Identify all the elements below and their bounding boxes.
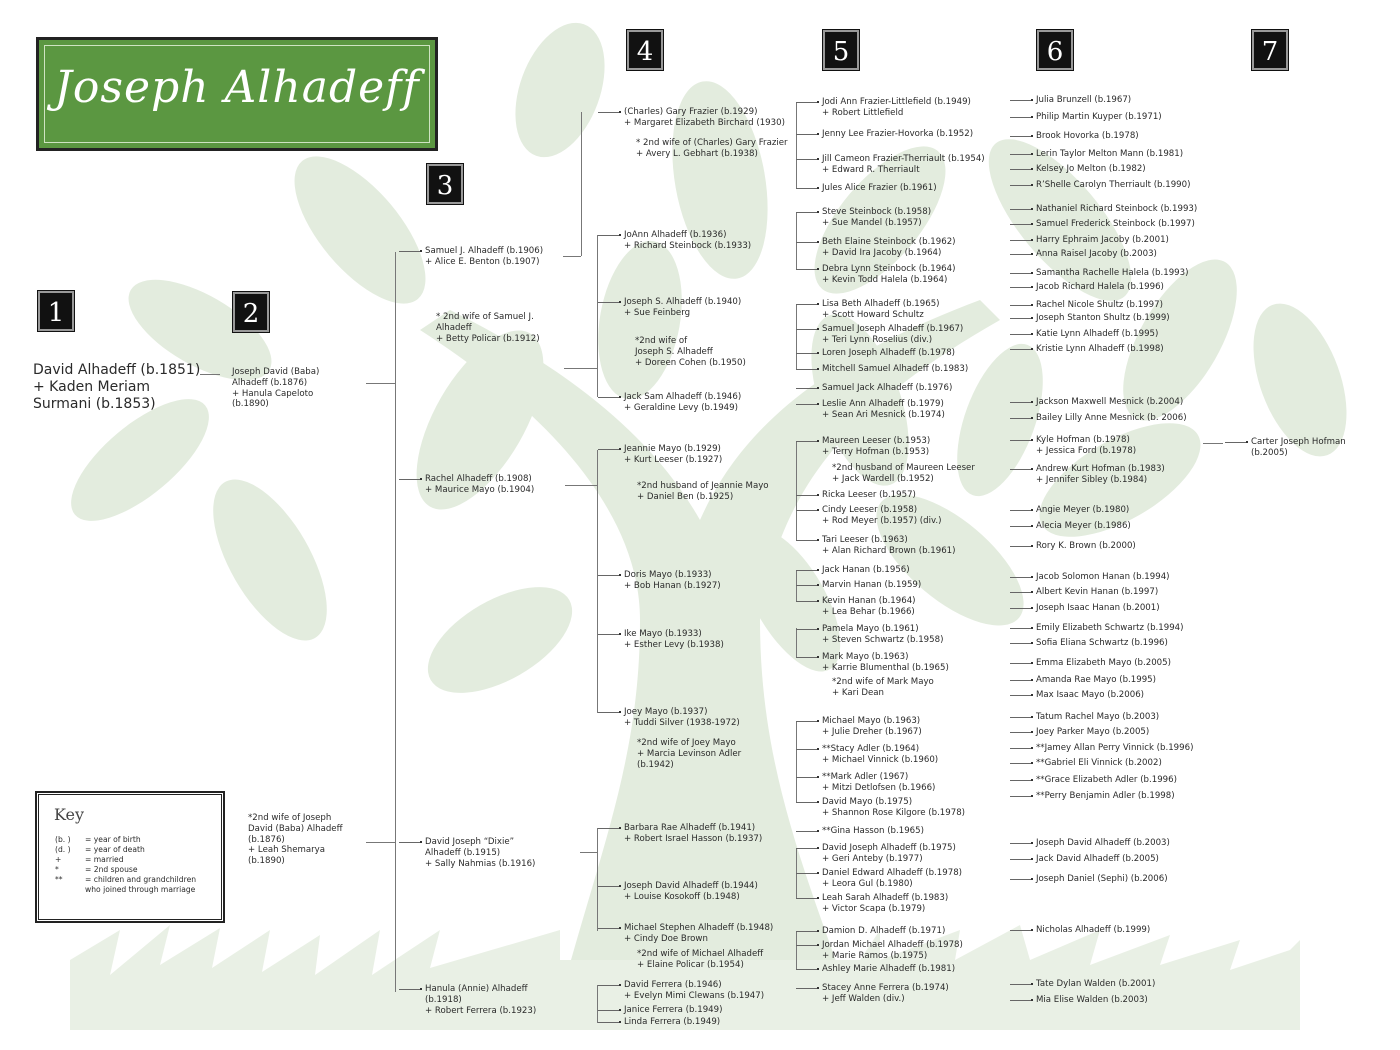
leaf — [658, 74, 781, 287]
legend-key — [36, 792, 224, 922]
gen5-entry: Beth Elaine Steinbock (b.1962) + David Ira Jacoby (b.1964) — [822, 237, 956, 258]
gen4-entry: Michael Stephen Alhadeff (b.1948) + Cindy Doe Brown — [624, 923, 774, 944]
connector — [366, 383, 395, 384]
gen1-couple: David Alhadeff (b.1851) + Kaden Meriam Surmani (b.1853) — [33, 362, 201, 412]
gen6-entry: Joseph Isaac Hanan (b.2001) — [1036, 603, 1160, 613]
key-description: = children and grandchildren — [85, 875, 197, 884]
key-row — [55, 835, 141, 845]
gen6-entry: Joey Parker Mayo (b.2005) — [1036, 727, 1150, 737]
key-symbol: ** — [55, 875, 63, 884]
gen4-entry: David Ferrera (b.1946) + Evelyn Mimi Clewans (b.1947) — [624, 980, 765, 1001]
gen6-entry: Anna Raisel Jacoby (b.2003) — [1036, 249, 1157, 259]
gen5-entry: Kevin Hanan (b.1964) + Lea Behar (b.1966) — [822, 596, 916, 617]
gen5-entry: **Stacy Adler (b.1964) + Michael Vinnick (b.1960) — [822, 744, 939, 765]
gen6-entry: Amanda Rae Mayo (b.1995) — [1036, 675, 1157, 685]
key-description: = year of death — [85, 845, 145, 854]
gen5-entry: Maureen Leeser (b.1953) + Terry Hofman (b.1953) — [822, 436, 931, 457]
generation-1-badge: 1 — [38, 291, 74, 331]
gen4-entry: Joey Mayo (b.1937) + Tuddi Silver (1938-1972) — [624, 707, 740, 728]
gen5-entry: Jill Cameon Frazier-Therriault (b.1954) + Edward R. Therriault — [822, 154, 985, 175]
connector — [597, 235, 598, 397]
gen2-couple: Joseph David (Baba) Alhadeff (b.1876) + Hanula Capeloto (b.1890) — [232, 367, 320, 410]
gen5-entry: Cindy Leeser (b.1958) + Rod Meyer (b.1957) (div.) — [822, 505, 942, 526]
gen5-entry: Ricka Leeser (b.1957) — [822, 490, 916, 500]
gen4-entry: Janice Ferrera (b.1949) — [624, 1005, 723, 1015]
gen6-entry: Max Isaac Mayo (b.2006) — [1036, 690, 1145, 700]
gen6-entry: Kyle Hofman (b.1978) + Jessica Ford (b.1978) — [1036, 435, 1137, 456]
gen6-entry: Angie Meyer (b.1980) — [1036, 505, 1130, 515]
generation-5-badge: 5 — [823, 30, 859, 70]
gen3-entry: Samuel J. Alhadeff (b.1906) + Alice E. Benton (b.1907) — [425, 246, 544, 267]
connector — [796, 721, 797, 802]
key-title: Key — [54, 805, 85, 824]
gen6-entry: Andrew Kurt Hofman (b.1983) + Jennifer Sibley (b.1984) — [1036, 464, 1165, 485]
connector — [597, 450, 598, 713]
gen6-entry: Joseph Daniel (Sephi) (b.2006) — [1036, 874, 1168, 884]
gen6-entry: Joseph David Alhadeff (b.2003) — [1036, 838, 1170, 848]
gen4-note: *2nd wife of Joey Mayo + Marcia Levinson Adler (b.1942) — [637, 738, 742, 770]
gen6-entry: Philip Martin Kuyper (b.1971) — [1036, 112, 1162, 122]
gen6-entry: Emily Elizabeth Schwartz (b.1994) — [1036, 623, 1184, 633]
gen5-entry: Marvin Hanan (b.1959) — [822, 580, 922, 590]
gen5-entry: Lisa Beth Alhadeff (b.1965) + Scott Howard Schultz — [822, 299, 940, 320]
key-row — [55, 845, 145, 855]
key-symbol: * — [55, 865, 59, 874]
gen5-entry: Daniel Edward Alhadeff (b.1978) + Leora Gul (b.1980) — [822, 868, 963, 889]
gen4-note: * 2nd wife of (Charles) Gary Frazier + Avery L. Gebhart (b.1938) — [636, 138, 788, 159]
gen5-entry: Pamela Mayo (b.1961) + Steven Schwartz (b.1958) — [822, 624, 944, 645]
gen5-entry: Stacey Anne Ferrera (b.1974) + Jeff Walden (div.) — [822, 983, 949, 1004]
gen6-entry: Jackson Maxwell Mesnick (b.2004) — [1036, 397, 1184, 407]
connector — [395, 252, 396, 992]
key-description: = year of birth — [85, 835, 141, 844]
gen4-note: *2nd husband of Jeannie Mayo + Daniel Ben (b.1925) — [637, 481, 769, 502]
leaf — [587, 234, 694, 405]
gen6-entry: **Grace Elizabeth Adler (b.1996) — [1036, 775, 1177, 785]
gen6-entry: Jack David Alhadeff (b.2005) — [1036, 854, 1159, 864]
gen4-entry: Barbara Rae Alhadeff (b.1941) + Robert Israel Hasson (b.1937) — [624, 823, 763, 844]
page-title: Joseph Alhadeff — [54, 62, 420, 113]
key-description: = 2nd spouse — [85, 865, 138, 874]
generation-4-badge: 4 — [627, 30, 663, 70]
gen3-note: * 2nd wife of Samuel J. Alhadeff + Betty Policar (b.1912) — [436, 312, 540, 344]
gen5-entry: Mitchell Samuel Alhadeff (b.1983) — [822, 364, 969, 374]
gen5-entry: Loren Joseph Alhadeff (b.1978) — [822, 348, 956, 358]
key-description: who joined through marriage — [85, 885, 196, 894]
connector — [597, 985, 598, 1023]
gen5-entry: Damion D. Alhadeff (b.1971) — [822, 926, 946, 936]
gen2-second-spouse-note: *2nd wife of Joseph David (Baba) Alhadeff (b.1876) + Leah Shemarya (b.1890) — [248, 813, 343, 867]
gen5-entry: **Mark Adler (1967) + Mitzi Detlofsen (b.1966) — [822, 772, 936, 793]
gen5-entry: Jules Alice Frazier (b.1961) — [822, 183, 937, 193]
gen5-note: *2nd husband of Maureen Leeser + Jack Wardell (b.1952) — [832, 463, 975, 484]
key-row — [55, 865, 138, 875]
leaf — [272, 135, 449, 324]
gen6-entry: Jacob Solomon Hanan (b.1994) — [1036, 572, 1170, 582]
gen6-entry: Nathaniel Richard Steinbock (b.1993) — [1036, 204, 1198, 214]
gen6-entry: Sofia Eliana Schwartz (b.1996) — [1036, 638, 1168, 648]
gen4-entry: Ike Mayo (b.1933) + Esther Levy (b.1938) — [624, 629, 724, 650]
gen5-entry: Leslie Ann Alhadeff (b.1979) + Sean Ari Mesnick (b.1974) — [822, 399, 945, 420]
gen5-entry: **Gina Hasson (b.1965) — [822, 826, 924, 836]
generation-3-badge: 3 — [427, 164, 463, 204]
gen7-entry: Carter Joseph Hofman (b.2005) — [1251, 437, 1346, 458]
gen6-entry: Nicholas Alhadeff (b.1999) — [1036, 925, 1151, 935]
connector — [564, 368, 597, 369]
gen6-entry: Emma Elizabeth Mayo (b.2005) — [1036, 658, 1171, 668]
connector — [796, 212, 797, 270]
gen4-entry: Jeannie Mayo (b.1929) + Kurt Leeser (b.1927) — [624, 444, 723, 465]
gen4-note: *2nd wife of Joseph S. Alhadeff + Doreen Cohen (b.1950) — [635, 336, 746, 368]
gen5-entry: Samuel Jack Alhadeff (b.1976) — [822, 383, 953, 393]
key-symbol: (d. ) — [55, 845, 71, 854]
gen6-entry: Julia Brunzell (b.1967) — [1036, 95, 1132, 105]
gen6-entry: Jacob Richard Halela (b.1996) — [1036, 282, 1164, 292]
connector — [200, 374, 220, 375]
leaf — [411, 565, 590, 714]
gen4-entry: Jack Sam Alhadeff (b.1946) + Geraldine Levy (b.1949) — [624, 392, 742, 413]
connector — [581, 112, 582, 256]
gen4-entry: (Charles) Gary Frazier (b.1929) + Margaret Elizabeth Birchard (1930) — [624, 107, 785, 128]
connector — [597, 828, 598, 931]
connector — [563, 256, 581, 257]
gen6-entry: **Jamey Allan Perry Vinnick (b.1996) — [1036, 743, 1194, 753]
key-symbol: (b. ) — [55, 835, 71, 844]
gen4-entry: JoAnn Alhadeff (b.1936) + Richard Steinbock (b.1933) — [624, 230, 752, 251]
gen6-entry: Samantha Rachelle Halela (b.1993) — [1036, 268, 1189, 278]
gen6-entry: Mia Elise Walden (b.2003) — [1036, 995, 1148, 1005]
gen4-entry: Doris Mayo (b.1933) + Bob Hanan (b.1927) — [624, 570, 721, 591]
gen4-note: *2nd wife of Michael Alhadeff + Elaine Policar (b.1954) — [637, 949, 764, 970]
gen6-entry: Rachel Nicole Shultz (b.1997) — [1036, 300, 1163, 310]
key-row — [55, 875, 196, 885]
connector — [366, 842, 395, 843]
leaf — [498, 11, 621, 170]
key-description: = married — [85, 855, 124, 864]
gen5-entry: Mark Mayo (b.1963) + Karrie Blumenthal (b.1965) — [822, 652, 949, 673]
generation-2-badge: 2 — [233, 292, 269, 332]
gen6-entry: Tatum Rachel Mayo (b.2003) — [1036, 712, 1160, 722]
leaf — [190, 462, 349, 658]
gen4-entry: Linda Ferrera (b.1949) — [624, 1017, 721, 1027]
gen6-entry: Kristie Lynn Alhadeff (b.1998) — [1036, 344, 1164, 354]
gen6-entry: Tate Dylan Walden (b.2001) — [1036, 979, 1156, 989]
gen6-entry: Brook Hovorka (b.1978) — [1036, 131, 1139, 141]
key-row — [55, 885, 195, 895]
gen5-entry: David Mayo (b.1975) + Shannon Rose Kilgore (b.1978) — [822, 797, 966, 818]
gen6-entry: Bailey Lilly Anne Mesnick (b. 2006) — [1036, 413, 1187, 423]
gen5-note: *2nd wife of Mark Mayo + Kari Dean — [832, 677, 934, 698]
connector — [796, 304, 797, 369]
gen3-entry: David Joseph “Dixie” Alhadeff (b.1915) + Sally Nahmias (b.1916) — [425, 837, 536, 869]
gen4-entry: Joseph S. Alhadeff (b.1940) + Sue Feinberg — [624, 297, 742, 318]
key-row — [55, 855, 124, 865]
gen6-entry: Lerin Taylor Melton Mann (b.1981) — [1036, 149, 1184, 159]
gen6-entry: Rory K. Brown (b.2000) — [1036, 541, 1136, 551]
generation-6-badge: 6 — [1037, 30, 1073, 70]
title-banner — [36, 37, 438, 151]
gen6-entry: R’Shelle Carolyn Therriault (b.1990) — [1036, 180, 1191, 190]
gen3-entry: Hanula (Annie) Alhadeff (b.1918) + Robert Ferrera (b.1923) — [425, 984, 537, 1016]
gen5-entry: Jordan Michael Alhadeff (b.1978) + Marie Ramos (b.1975) — [822, 940, 963, 961]
gen6-entry: Joseph Stanton Shultz (b.1999) — [1036, 313, 1170, 323]
gen5-entry: Debra Lynn Steinbock (b.1964) + Kevin Todd Halela (b.1964) — [822, 264, 956, 285]
gen5-entry: Steve Steinbock (b.1958) + Sue Mandel (b.1957) — [822, 207, 932, 228]
gen5-entry: Michael Mayo (b.1963) + Julie Dreher (b.1967) — [822, 716, 922, 737]
connector — [796, 441, 797, 540]
gen6-entry: Kelsey Jo Melton (b.1982) — [1036, 164, 1146, 174]
gen5-entry: Jack Hanan (b.1956) — [822, 565, 910, 575]
gen5-entry: Leah Sarah Alhadeff (b.1983) + Victor Scapa (b.1979) — [822, 893, 949, 914]
gen5-entry: Jenny Lee Frazier-Hovorka (b.1952) — [822, 129, 974, 139]
gen5-entry: Tari Leeser (b.1963) + Alan Richard Brown (b.1961) — [822, 535, 956, 556]
gen5-entry: Samuel Joseph Alhadeff (b.1967) + Teri Lynn Roselius (div.) — [822, 324, 964, 345]
key-symbol: + — [55, 855, 62, 864]
gen5-entry: Jodi Ann Frazier-Littlefield (b.1949) + Robert Littlefield — [822, 97, 971, 118]
gen6-entry: **Gabriel Eli Vinnick (b.2002) — [1036, 758, 1162, 768]
connector — [796, 102, 797, 188]
gen6-entry: Alecia Meyer (b.1986) — [1036, 521, 1131, 531]
connector — [580, 852, 597, 853]
gen4-entry: Joseph David Alhadeff (b.1944) + Louise Kosokoff (b.1948) — [624, 881, 758, 902]
gen6-entry: Albert Kevin Hanan (b.1997) — [1036, 587, 1159, 597]
gen5-entry: David Joseph Alhadeff (b.1975) + Geri Anteby (b.1977) — [822, 843, 956, 864]
gen6-entry: Samuel Frederick Steinbock (b.1997) — [1036, 219, 1195, 229]
connector — [796, 628, 797, 657]
generation-7-badge: 7 — [1252, 30, 1288, 70]
gen6-entry: **Perry Benjamin Adler (b.1998) — [1036, 791, 1175, 801]
connector — [565, 485, 597, 486]
gen6-entry: Katie Lynn Alhadeff (b.1995) — [1036, 329, 1159, 339]
connector — [1203, 443, 1223, 444]
gen3-entry: Rachel Alhadeff (b.1908) + Maurice Mayo (b.1904) — [425, 474, 535, 495]
connector — [796, 931, 797, 969]
gen6-entry: Harry Ephraim Jacoby (b.2001) — [1036, 235, 1169, 245]
gen5-entry: Ashley Marie Alhadeff (b.1981) — [822, 964, 956, 974]
